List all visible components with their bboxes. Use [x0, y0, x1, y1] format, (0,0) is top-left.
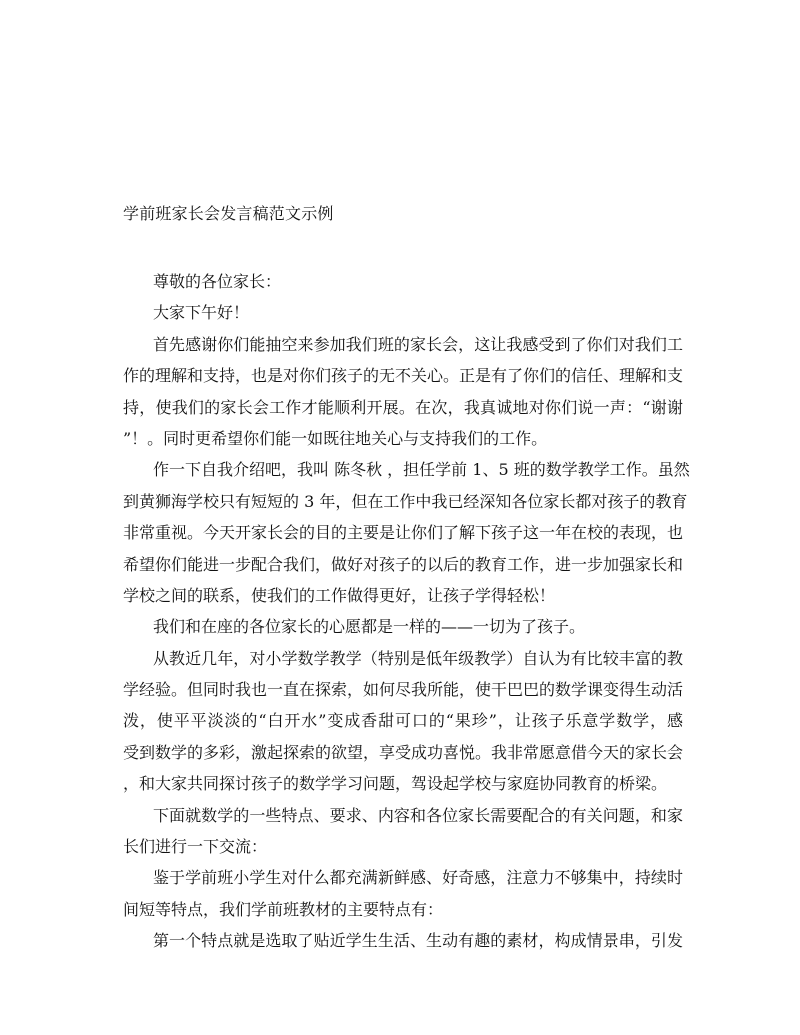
paragraph-line: 非常重视。今天开家长会的目的主要是让你们了解下孩子这一年在校的表现，也 — [123, 523, 684, 543]
paragraph-line: 作一下自我介绍吧，我叫 陈冬秋 ，担任学前 1、5 班的数学教学工作。虽然 — [153, 460, 690, 480]
paragraph-line: 到黄狮海学校只有短短的 3 年，但在工作中我已经深知各位家长都对孩子的教育 — [123, 491, 688, 511]
paragraph-line: 学经验。但同时我也一直在探索，如何尽我所能，使干巴巴的数学课变得生动活 — [123, 680, 684, 700]
paragraph-line: 作的理解和支持，也是对你们孩子的无不关心。正是有了你们的信任、理解和支 — [123, 366, 684, 386]
paragraph-line: 从教近几年，对小学数学教学（特别是低年级教学）自认为有比较丰富的教 — [153, 648, 683, 668]
paragraph-line: 泼，使平平淡淡的“白开水”变成香甜可口的“果珍”，让孩子乐意学数学，感 — [123, 711, 683, 731]
paragraph-line: 受到数学的多彩，激起探索的欲望，享受成功喜悦。我非常愿意借今天的家长会 — [123, 742, 684, 762]
paragraph-line: 我们和在座的各位家长的心愿都是一样的——一切为了孩子。 — [153, 617, 586, 637]
document-body — [123, 266, 690, 957]
paragraph-line: 大家下午好！ — [153, 303, 250, 323]
paragraph-line: 持，使我们的家长会工作才能顺利开展。在次，我真诚地对你们说一声：“谢谢 — [123, 397, 683, 417]
paragraph-line: 间短等特点，我们学前班教材的主要特点有： — [123, 899, 444, 919]
paragraph-line: ”！。同时更希望你们能一如既往地关心与支持我们的工作。 — [123, 428, 548, 448]
paragraph-line: 学校之间的联系，使我们的工作做得更好，让孩子学得轻松！ — [123, 585, 556, 605]
paragraph-line: 长们进行一下交流： — [123, 837, 268, 857]
document-title: 学前班家长会发言稿范文示例 — [123, 204, 334, 223]
paragraph-line: 希望你们能进一步配合我们，做好对孩子的以后的教育工作，进一步加强家长和 — [123, 554, 684, 574]
paragraph-line: 第一个特点就是选取了贴近学生生活、生动有趣的素材，构成情景串，引发 — [153, 931, 683, 951]
paragraph-line: 下面就数学的一些特点、要求、内容和各位家长需要配合的有关问题，和家 — [153, 805, 683, 825]
paragraph-line: 鉴于学前班小学生对什么都充满新鲜感、好奇感，注意力不够集中，持续时 — [153, 868, 683, 888]
paragraph-line: ，和大家共同探讨孩子的数学学习问题，驾设起学校与家庭协同教育的桥梁。 — [123, 774, 668, 794]
paragraph-line: 首先感谢你们能抽空来参加我们班的家长会，这让我感受到了你们对我们工 — [153, 334, 683, 354]
paragraph-line: 尊敬的各位家长： — [153, 272, 282, 291]
